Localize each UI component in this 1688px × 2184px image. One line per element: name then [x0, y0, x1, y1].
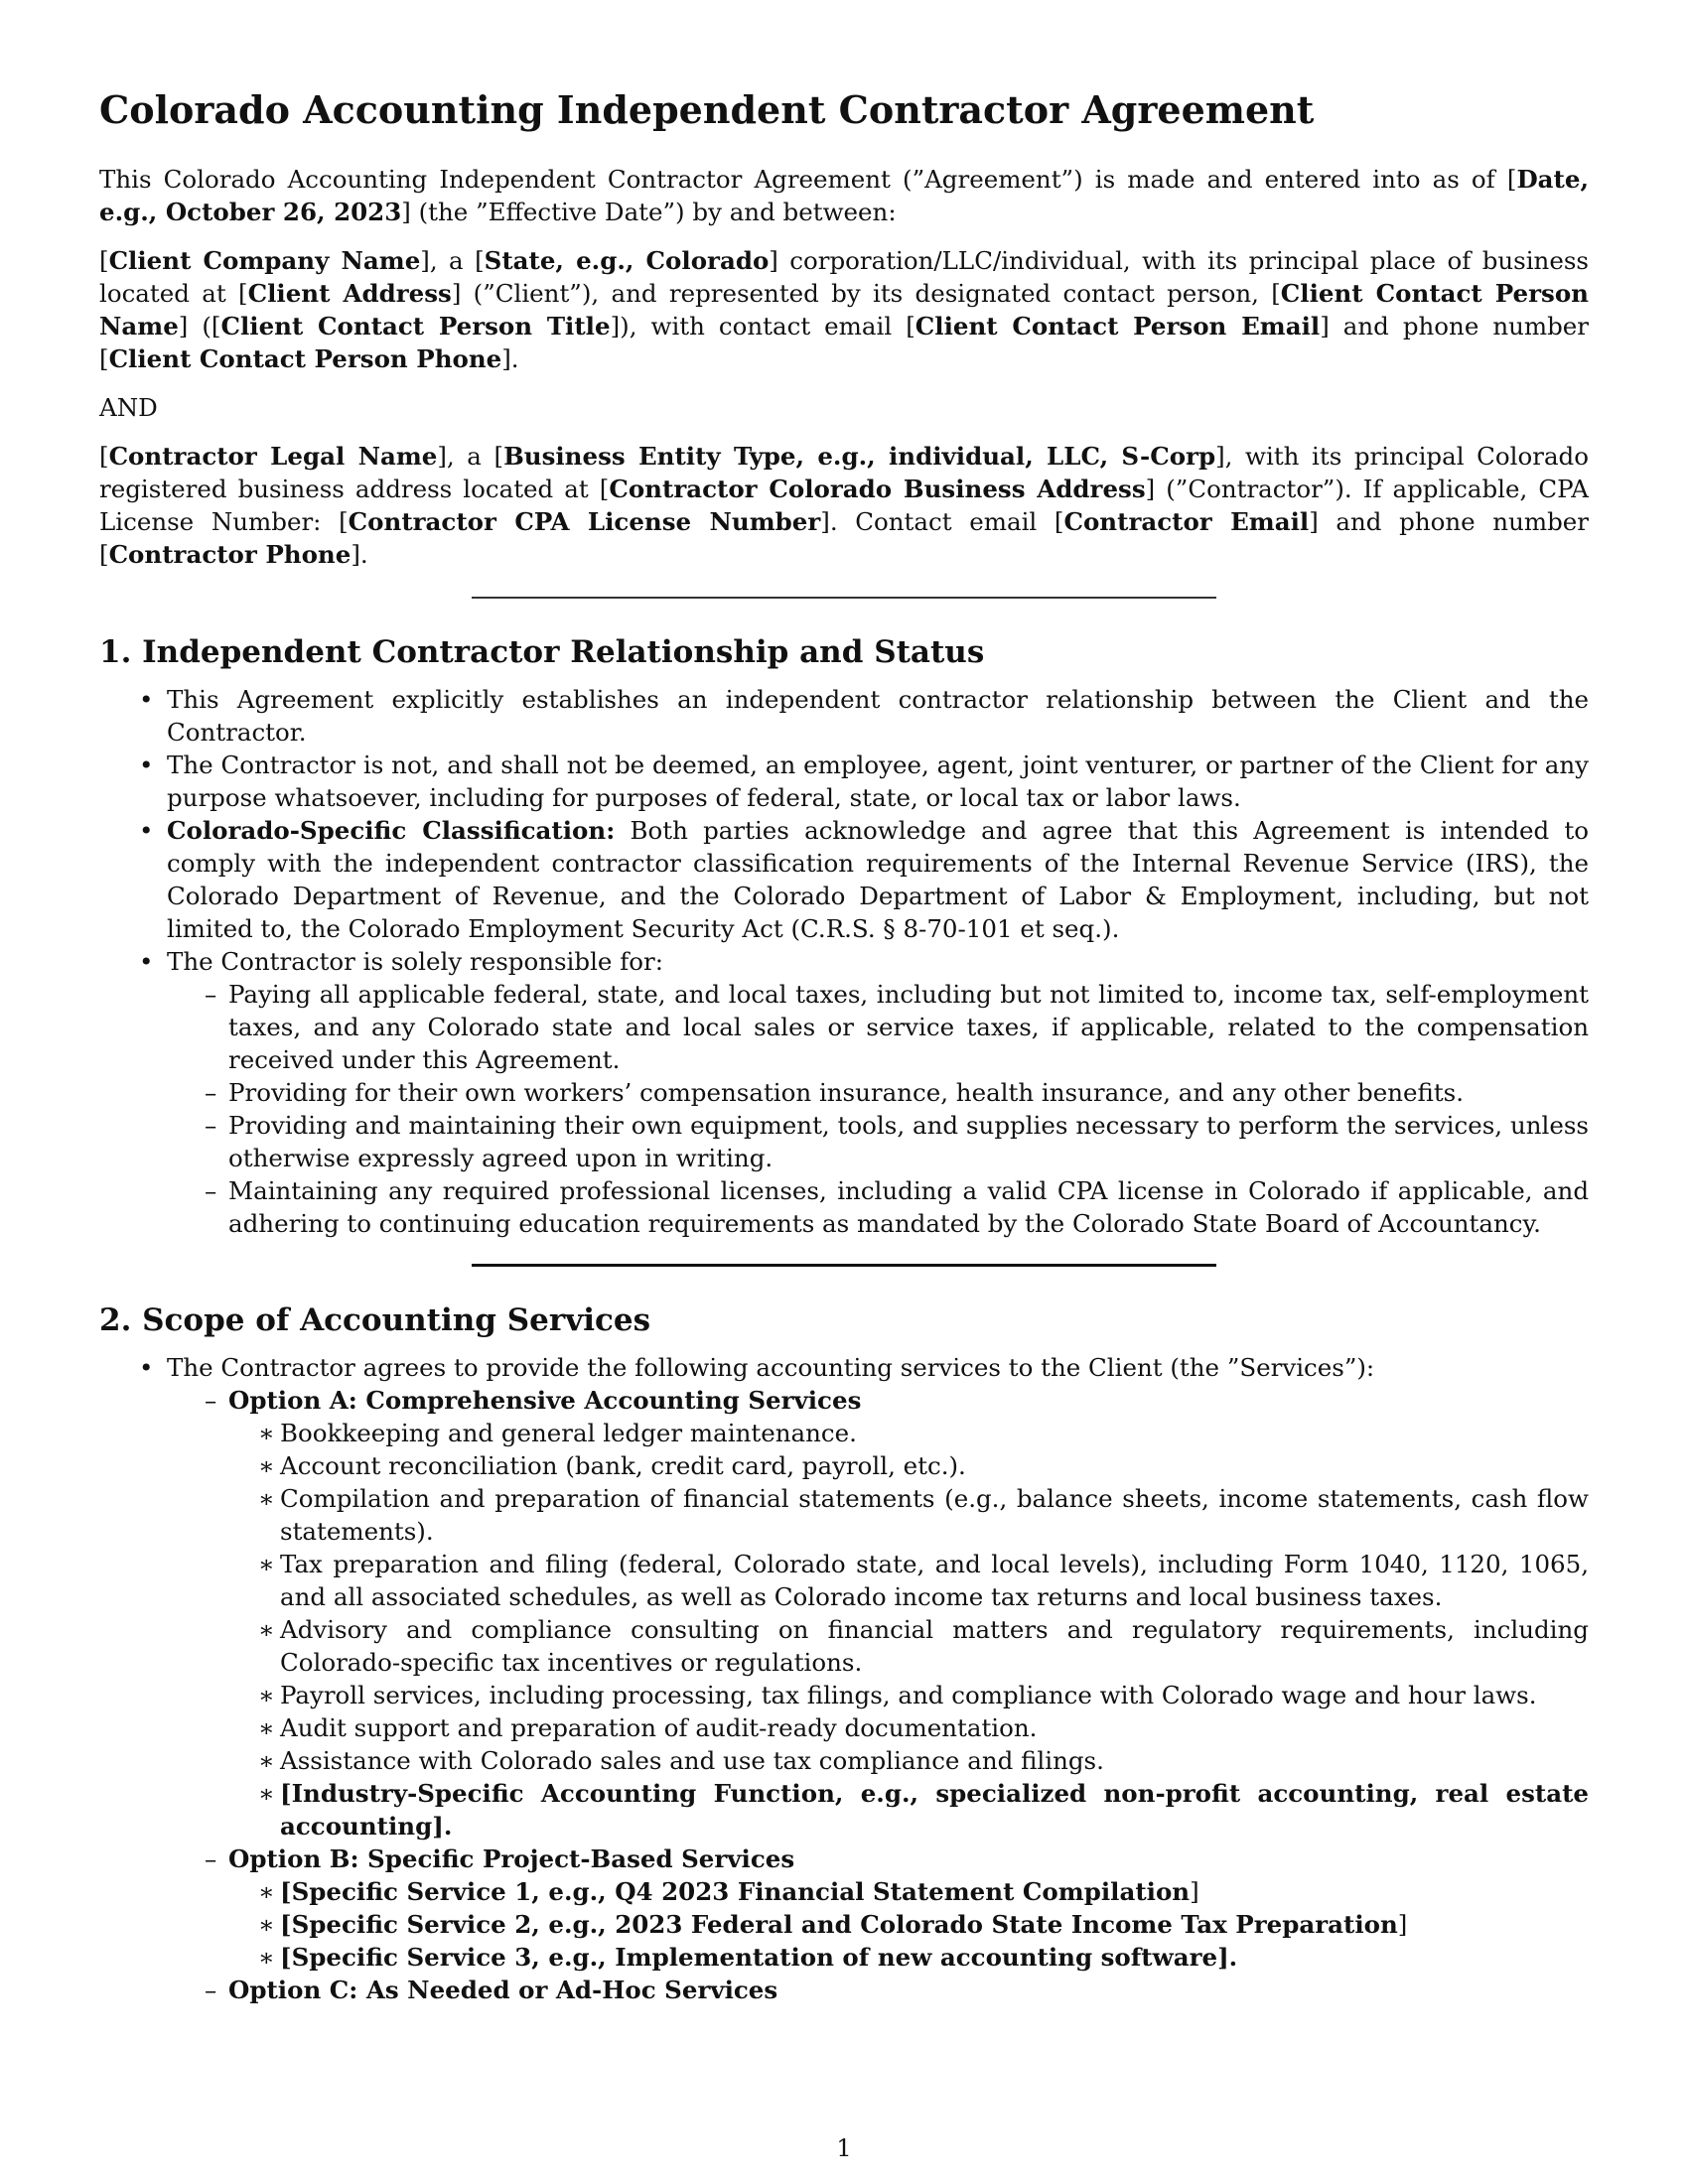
intro-paragraph: [99, 163, 1589, 228]
text-run: Maintaining any required professional licenses, including a valid CPA license in Colorado if applicable, and adhering to continuing education requirements as mandated by the Colorado State Board of Accountancy.: [228, 1175, 1589, 1238]
text-run: Compilation and preparation of financial statements (e.g., balance sheets, income statements, cash flow statements).: [280, 1483, 1589, 1546]
placeholder-field: Contractor Email: [1063, 506, 1310, 536]
nested-list: [280, 1417, 1589, 1843]
section-1-heading: 1. Independent Contractor Relationship and Status: [99, 633, 985, 670]
text-run: ]: [1190, 1876, 1199, 1906]
text-run: Payroll services, including processing, tax filings, and compliance with Colorado wage and hour laws.: [280, 1680, 1537, 1709]
text-run: Tax preparation and filing (federal, Colorado state, and local levels), including Form 1040, 1120, 1065, and all associated schedules, as well as Colorado income tax returns and local business taxes.: [280, 1549, 1589, 1611]
sub-sub-item: [228, 1613, 1589, 1679]
text-run: ] (”Client”), and represented by its designated contact person, [: [451, 278, 1281, 308]
bullet-item: [99, 1351, 1589, 2006]
placeholder-field: Client Company Name: [108, 245, 421, 275]
placeholder-field: Contractor Legal Name: [108, 441, 438, 471]
bullet-item: [99, 814, 1589, 945]
sub-item: [167, 1109, 1589, 1174]
placeholder-field: Contractor Colorado Business Address: [609, 474, 1146, 503]
text-run: Assistance with Colorado sales and use tax compliance and filings.: [280, 1745, 1104, 1775]
placeholder-field: Business Entity Type, e.g., individual, LLC, S-Corp: [503, 441, 1216, 471]
text-run: ].: [501, 343, 519, 373]
text-run: ], a [: [420, 245, 485, 275]
text-run: The Contractor is solely responsible for:: [167, 946, 663, 976]
placeholder-field: Option C: As Needed or Ad-Hoc Services: [228, 1975, 778, 2004]
text-run: Providing and maintaining their own equipment, tools, and supplies necessary to perform the services, unless otherwise expressly agreed upon in writing.: [228, 1110, 1589, 1172]
text-run: Providing for their own workers’ compensation insurance, health insurance, and any other benefits.: [228, 1077, 1465, 1107]
nested-list: [280, 1875, 1589, 1974]
nested-list: [228, 978, 1589, 1240]
document-title: Colorado Accounting Independent Contractor Agreement: [99, 87, 1315, 132]
text-run: Bookkeeping and general ledger maintenance.: [280, 1418, 857, 1447]
section-1-list: [99, 683, 1589, 1240]
bullet-item: [99, 683, 1589, 749]
sub-sub-item: [228, 1679, 1589, 1711]
page-number: 1: [836, 2134, 852, 2162]
bullet-item: [99, 749, 1589, 814]
placeholder-field: [Industry-Specific Accounting Function, e.g., specialized non-profit accounting, real estate accounting].: [280, 1778, 1589, 1841]
text-run: Paying all applicable federal, state, and local taxes, including but not limited to, income tax, self-employment taxes, and any Colorado state and local sales or service taxes, if applicable, related to the compensation received under this Agreement.: [228, 979, 1589, 1074]
placeholder-field: Client Contact Person Title: [220, 311, 611, 341]
sub-sub-item: [228, 1548, 1589, 1613]
placeholder-field: Contractor Phone: [108, 539, 352, 569]
sub-item: [167, 1076, 1589, 1109]
section-divider: [472, 1264, 1216, 1267]
text-run: ] and phone number [: [99, 311, 1590, 373]
placeholder-field: [Specific Service 3, e.g., Implementation of new accounting software].: [280, 1942, 1238, 1972]
sub-sub-item: [228, 1777, 1589, 1843]
text-run: ], a [: [437, 441, 504, 471]
text-run: ]: [1397, 1909, 1408, 1939]
text-run: ] corporation/LLC/individual, with its principal place of business located at [: [99, 245, 1589, 308]
and-separator: AND: [99, 392, 158, 422]
text-run: ] and phone number [: [99, 506, 1589, 569]
placeholder-field: Option B: Specific Project-Based Services: [228, 1843, 795, 1873]
sub-sub-item: [228, 1711, 1589, 1744]
text-run: ] ([: [178, 311, 221, 341]
placeholder-field: Client Contact Person Name: [99, 278, 1589, 341]
bullet-item: [99, 945, 1589, 1240]
placeholder-field: Contractor CPA License Number: [348, 506, 821, 536]
sub-sub-item: [228, 1449, 1589, 1482]
placeholder-field: Option A: Comprehensive Accounting Services: [228, 1385, 862, 1415]
text-run: [: [99, 441, 109, 471]
sub-item: [167, 1174, 1589, 1240]
document-page: [99, 87, 1589, 2006]
text-run: Both parties acknowledge and agree that this Agreement is intended to comply with the independent contractor classification requirements of the Internal Revenue Service (IRS), the Colorado Department of Revenue, and the Colorado Department of Labor & Employment, including, but not limited to, the Colorado Employment Security Act (C.R.S. § 8-70-101 et seq.).: [167, 815, 1590, 943]
text-run: [: [99, 245, 109, 275]
sub-sub-item: [228, 1482, 1589, 1548]
sub-item: [167, 1974, 1589, 2006]
section-2-heading: 2. Scope of Accounting Services: [99, 1301, 651, 1338]
text-run: ] (the ”Effective Date”) by and between:: [401, 197, 897, 226]
sub-sub-item: [228, 1417, 1589, 1449]
placeholder-field: Client Address: [247, 278, 452, 308]
sub-sub-item: [228, 1941, 1589, 1974]
section-divider: [472, 597, 1216, 599]
sub-item: [167, 978, 1589, 1076]
sub-item: [167, 1843, 1589, 1974]
placeholder-field: Colorado-Specific Classification:: [167, 815, 616, 845]
sub-sub-item: [228, 1908, 1589, 1941]
text-run: Advisory and compliance consulting on financial matters and regulatory requirements, including Colorado-specific tax incentives or regulations.: [280, 1614, 1589, 1677]
sub-sub-item: [228, 1744, 1589, 1777]
text-run: Audit support and preparation of audit-ready documentation.: [280, 1712, 1038, 1742]
sub-sub-item: [228, 1875, 1589, 1908]
text-run: ]), with contact email [: [610, 311, 915, 341]
text-run: The Contractor is not, and shall not be deemed, an employee, agent, joint venturer, or partner of the Client for any purpose whatsoever, including for purposes of federal, state, or local tax or labor laws.: [167, 750, 1589, 812]
client-paragraph: [99, 244, 1589, 375]
placeholder-field: State, e.g., Colorado: [484, 245, 770, 275]
text-run: ].: [351, 539, 368, 569]
text-run: ] (”Contractor”). If applicable, CPA License Number: [: [99, 474, 1589, 536]
text-run: ]. Contact email [: [820, 506, 1064, 536]
placeholder-field: [Specific Service 2, e.g., 2023 Federal and Colorado State Income Tax Preparation: [280, 1909, 1398, 1939]
sub-item: [167, 1384, 1589, 1843]
placeholder-field: Client Contact Person Email: [914, 311, 1321, 341]
nested-list: [228, 1384, 1589, 2006]
placeholder-field: [Specific Service 1, e.g., Q4 2023 Financial Statement Compilation: [280, 1876, 1191, 1906]
placeholder-field: Date, e.g., October 26, 2023: [99, 164, 1589, 226]
contractor-paragraph: [99, 440, 1589, 571]
placeholder-field: Client Contact Person Phone: [108, 343, 502, 373]
section-2-list: [99, 1351, 1589, 2006]
text-run: The Contractor agrees to provide the following accounting services to the Client (the ”Services”):: [167, 1352, 1375, 1382]
text-run: This Agreement explicitly establishes an independent contractor relationship between the Client and the Contractor.: [167, 684, 1589, 747]
text-run: This Colorado Accounting Independent Contractor Agreement (”Agreement”) is made and entered into as of [: [99, 164, 1517, 194]
text-run: ], with its principal Colorado registered business address located at [: [99, 441, 1589, 503]
text-run: Account reconciliation (bank, credit card, payroll, etc.).: [280, 1450, 966, 1480]
